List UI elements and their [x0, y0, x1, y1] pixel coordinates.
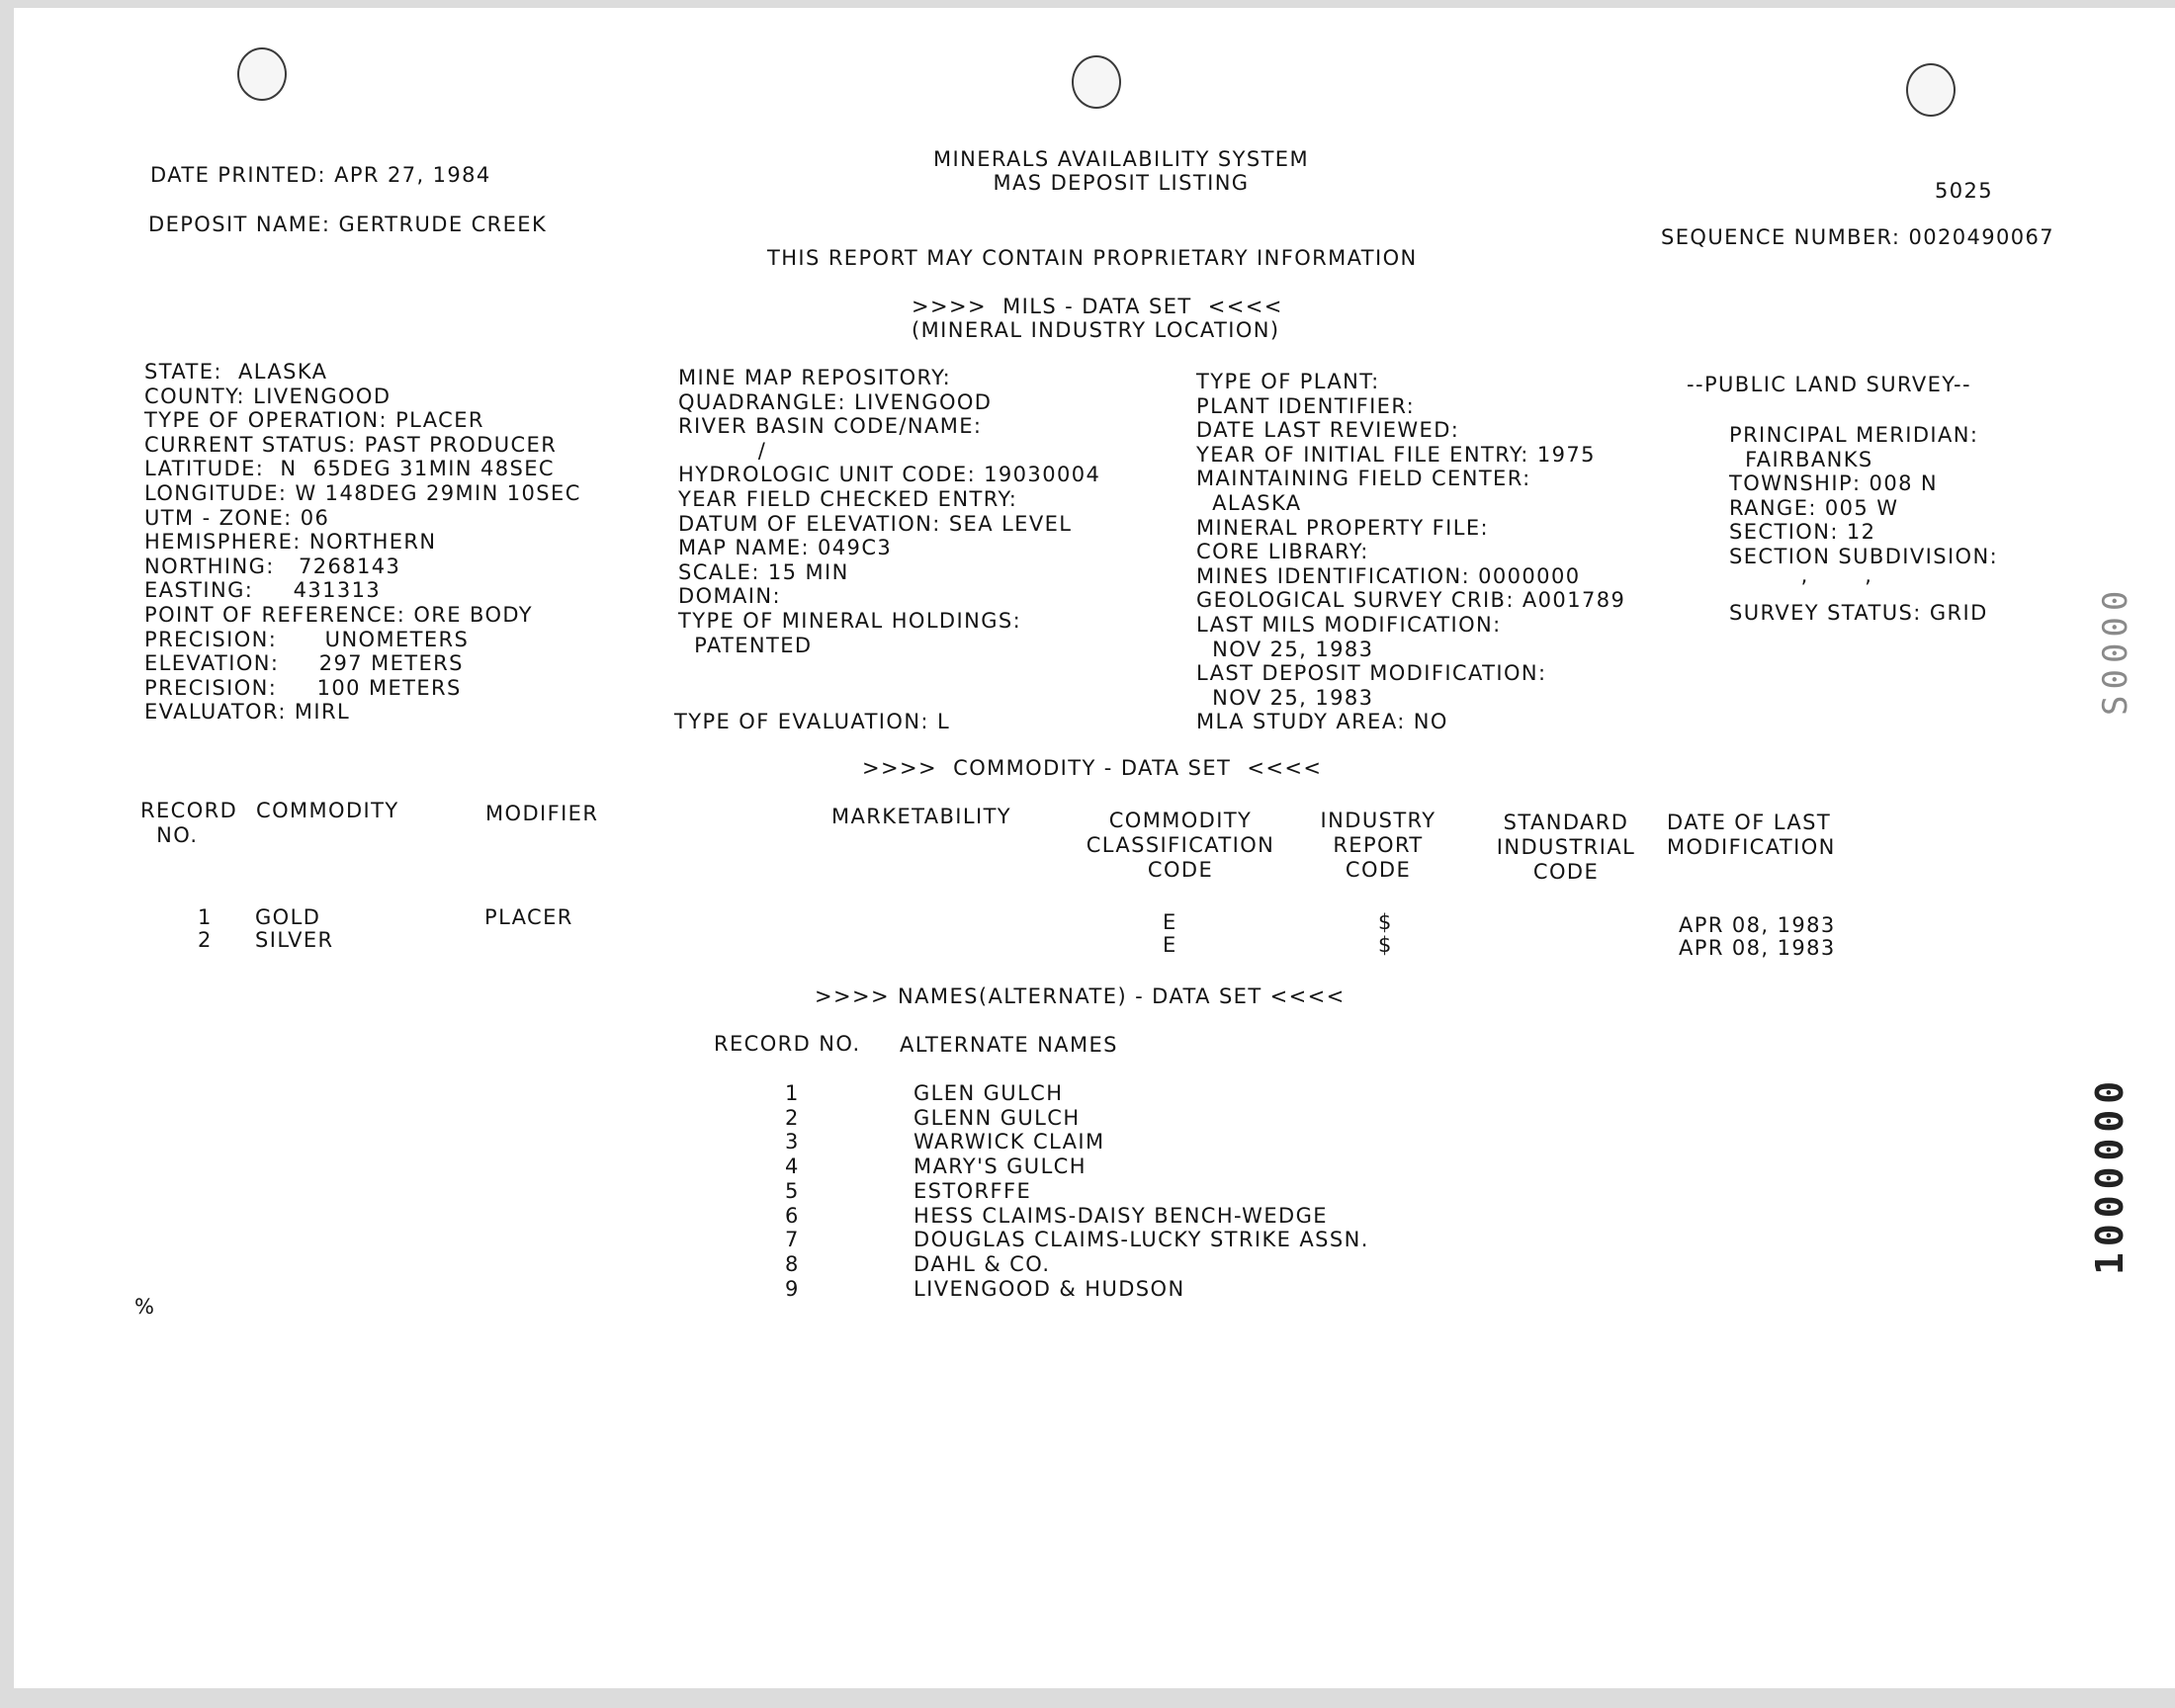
location-line: LONGITUDE: W 148DEG 29MIN 10SEC — [144, 481, 581, 505]
commodity-row-class-code: E — [1163, 910, 1177, 934]
location-line: TYPE OF OPERATION: PLACER — [144, 408, 484, 432]
col-header-record: RECORD NO. — [140, 799, 238, 847]
proprietary-notice: THIS REPORT MAY CONTAIN PROPRIETARY INFORMATION — [767, 246, 1418, 270]
commodity-row-modifier: PLACER — [484, 905, 573, 929]
page-number: 5025 — [1935, 179, 1994, 203]
date-printed: DATE PRINTED: APR 27, 1984 — [150, 163, 491, 187]
location-line: LAST MILS MODIFICATION: — [1196, 613, 1502, 637]
alternate-name-number: 9 — [785, 1277, 800, 1301]
commodity-row-date: APR 08, 1983 — [1679, 913, 1836, 937]
commodity-row-number: 1 — [198, 905, 213, 929]
location-line: SECTION: 12 — [1729, 520, 1876, 544]
location-line: GEOLOGICAL SURVEY CRIB: A001789 — [1196, 588, 1626, 612]
location-line: HYDROLOGIC UNIT CODE: 19030004 — [678, 463, 1101, 486]
location-line: MAINTAINING FIELD CENTER: — [1196, 467, 1531, 490]
footer-mark: % — [134, 1295, 156, 1319]
location-line: STATE: ALASKA — [144, 360, 328, 384]
location-line: UTM - ZONE: 06 — [144, 506, 330, 530]
location-line: MLA STUDY AREA: NO — [1196, 710, 1448, 733]
location-line: LAST DEPOSIT MODIFICATION: — [1196, 661, 1547, 685]
listing-title: MAS DEPOSIT LISTING — [993, 171, 1250, 195]
mils-subheading: (MINERAL INDUSTRY LOCATION) — [912, 318, 1280, 342]
location-line: CURRENT STATUS: PAST PRODUCER — [144, 433, 558, 457]
location-line: POINT OF REFERENCE: ORE BODY — [144, 603, 534, 627]
names-header-alternate: ALTERNATE NAMES — [900, 1033, 1118, 1057]
alternate-name: MARY'S GULCH — [914, 1154, 1087, 1178]
location-line: SCALE: 15 MIN — [678, 560, 849, 584]
alternate-name: WARWICK CLAIM — [914, 1130, 1105, 1153]
location-line: QUADRANGLE: LIVENGOOD — [678, 390, 993, 414]
location-line: RIVER BASIN CODE/NAME: — [678, 414, 983, 438]
location-line: MINE MAP REPOSITORY: — [678, 366, 952, 389]
location-line: , , — [1729, 563, 1873, 587]
commodity-row-class-code: E — [1163, 933, 1177, 957]
location-line: DOMAIN: — [678, 584, 781, 608]
location-line: PRECISION: UNOMETERS — [144, 628, 470, 651]
location-line: PLANT IDENTIFIER: — [1196, 394, 1416, 418]
commodity-row-industry-code: $ — [1378, 910, 1393, 934]
location-line: ALASKA — [1196, 491, 1302, 515]
col-header-sic: STANDARD INDUSTRIAL CODE — [1496, 811, 1636, 884]
col-header-date: DATE OF LAST MODIFICATION — [1667, 811, 1836, 859]
location-line: SECTION SUBDIVISION: — [1729, 545, 1999, 568]
location-line: SURVEY STATUS: GRID — [1729, 601, 1988, 625]
system-title: MINERALS AVAILABILITY SYSTEM — [933, 147, 1309, 171]
col-header-marketability: MARKETABILITY — [831, 805, 1012, 828]
location-line: NOV 25, 1983 — [1196, 686, 1374, 710]
location-line: PATENTED — [678, 634, 813, 657]
commodity-row-number: 2 — [198, 928, 213, 952]
punch-hole-right — [1906, 63, 1956, 117]
deposit-name: DEPOSIT NAME: GERTRUDE CREEK — [148, 213, 548, 236]
location-line: EASTING: 431313 — [144, 578, 382, 602]
alternate-name-number: 7 — [785, 1228, 800, 1251]
alternate-name-number: 3 — [785, 1130, 800, 1153]
location-line: TYPE OF MINERAL HOLDINGS: — [678, 609, 1022, 633]
sequence-number: SEQUENCE NUMBER: 0020490067 — [1661, 225, 2055, 249]
location-line: NOV 25, 1983 — [1196, 638, 1374, 661]
location-line: NORTHING: 7268143 — [144, 555, 401, 578]
printout-page — [14, 8, 2175, 1688]
alternate-name-number: 2 — [785, 1106, 800, 1130]
alternate-name-number: 4 — [785, 1154, 800, 1178]
names-heading: >>>> NAMES(ALTERNATE) - DATA SET <<<< — [815, 984, 1346, 1008]
location-line: TYPE OF PLANT: — [1196, 370, 1380, 393]
punch-hole-left — [237, 47, 287, 101]
location-line: CORE LIBRARY: — [1196, 540, 1369, 563]
location-line: PRINCIPAL MERIDIAN: — [1729, 423, 1979, 447]
col-header-industry: INDUSTRY REPORT CODE — [1320, 809, 1436, 882]
alternate-name: GLEN GULCH — [914, 1081, 1064, 1105]
public-land-survey-title: --PUBLIC LAND SURVEY-- — [1687, 373, 1971, 396]
alternate-name-number: 6 — [785, 1204, 800, 1228]
alternate-name-number: 1 — [785, 1081, 800, 1105]
location-line: PRECISION: 100 METERS — [144, 676, 462, 700]
location-line: MINERAL PROPERTY FILE: — [1196, 516, 1489, 540]
alternate-name-number: 8 — [785, 1252, 800, 1276]
alternate-name: DOUGLAS CLAIMS-LUCKY STRIKE ASSN. — [914, 1228, 1369, 1251]
margin-stamp-upper: S0000 — [2096, 584, 2135, 716]
type-of-evaluation: TYPE OF EVALUATION: L — [674, 710, 951, 733]
alternate-name-number: 5 — [785, 1179, 800, 1203]
location-line: YEAR OF INITIAL FILE ENTRY: 1975 — [1196, 443, 1596, 467]
margin-stamp-lower: 1000000 — [2088, 1074, 2132, 1275]
col-header-classification: COMMODITY CLASSIFICATION CODE — [1086, 809, 1275, 882]
col-header-commodity: COMMODITY — [256, 799, 399, 822]
alternate-name: LIVENGOOD & HUDSON — [914, 1277, 1185, 1301]
location-line: MINES IDENTIFICATION: 0000000 — [1196, 564, 1581, 588]
commodity-row-name: GOLD — [255, 905, 321, 929]
alternate-name: HESS CLAIMS-DAISY BENCH-WEDGE — [914, 1204, 1328, 1228]
location-line: TOWNSHIP: 008 N — [1729, 471, 1939, 495]
location-line: / — [678, 439, 767, 463]
location-line: FAIRBANKS — [1729, 448, 1873, 471]
location-line: HEMISPHERE: NORTHERN — [144, 530, 437, 554]
mils-heading: >>>> MILS - DATA SET <<<< — [912, 295, 1283, 318]
alternate-name: DAHL & CO. — [914, 1252, 1051, 1276]
commodity-row-date: APR 08, 1983 — [1679, 936, 1836, 960]
location-line: YEAR FIELD CHECKED ENTRY: — [678, 487, 1018, 511]
col-header-modifier: MODIFIER — [485, 802, 599, 825]
commodity-heading: >>>> COMMODITY - DATA SET <<<< — [862, 756, 1323, 780]
location-line: RANGE: 005 W — [1729, 496, 1899, 520]
location-line: DATE LAST REVIEWED: — [1196, 418, 1460, 442]
punch-hole-center — [1072, 55, 1121, 109]
commodity-row-name: SILVER — [255, 928, 334, 952]
location-line: COUNTY: LIVENGOOD — [144, 384, 392, 408]
location-line: DATUM OF ELEVATION: SEA LEVEL — [678, 512, 1073, 536]
location-line: LATITUDE: N 65DEG 31MIN 48SEC — [144, 457, 555, 480]
location-line: ELEVATION: 297 METERS — [144, 651, 464, 675]
alternate-name: GLENN GULCH — [914, 1106, 1081, 1130]
alternate-name: ESTORFFE — [914, 1179, 1032, 1203]
location-line: EVALUATOR: MIRL — [144, 700, 351, 724]
names-header-record: RECORD NO. — [714, 1032, 861, 1056]
commodity-row-industry-code: $ — [1378, 933, 1393, 957]
location-line: MAP NAME: 049C3 — [678, 536, 893, 559]
